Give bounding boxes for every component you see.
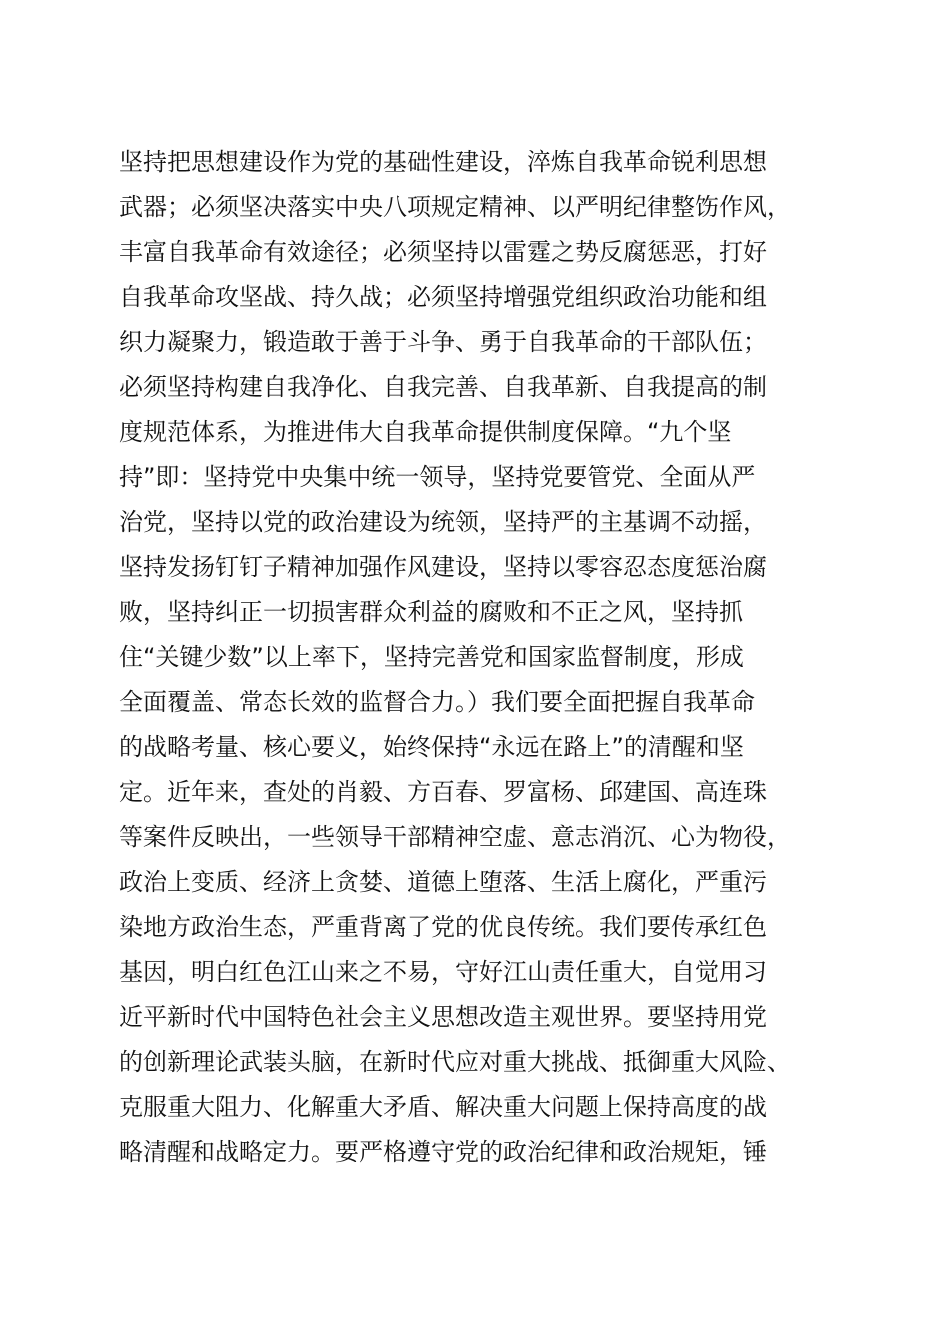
text-line: 近平新时代中国特色社会主义思想改造主观世界。要坚持用党	[119, 1003, 767, 1031]
text-line: 克服重大阻力、化解重大矛盾、解决重大问题上保持高度的战	[119, 1093, 767, 1121]
text-line: 基因，明白红色江山来之不易，守好江山责任重大，自觉用习	[119, 958, 767, 986]
text-line: 坚持把思想建设作为党的基础性建设，淬炼自我革命锐利思想	[119, 148, 767, 176]
text-line: 染地方政治生态，严重背离了党的优良传统。我们要传承红色	[119, 913, 767, 941]
text-line: 败，坚持纠正一切损害群众利益的腐败和不正之风，坚持抓	[119, 598, 743, 626]
text-line: 的战略考量、核心要义，始终保持“永远在路上”的清醒和坚	[119, 733, 744, 761]
text-line: 必须坚持构建自我净化、自我完善、自我革新、自我提高的制	[119, 373, 767, 401]
text-line: 丰富自我革命有效途径；必须坚持以雷霆之势反腐惩恶，打好	[119, 238, 767, 266]
text-line: 住“关键少数”以上率下，坚持完善党和国家监督制度，形成	[119, 643, 744, 671]
text-line: 坚持发扬钉钉子精神加强作风建设，坚持以零容忍态度惩治腐	[119, 553, 767, 581]
body-text	[119, 140, 849, 1175]
text-line: 的创新理论武装头脑，在新时代应对重大挑战、抵御重大风险、	[119, 1048, 791, 1076]
text-line: 定。近年来，查处的肖毅、方百春、罗富杨、邱建国、高连珠	[119, 778, 767, 806]
text-line: 全面覆盖、常态长效的监督合力。）我们要全面把握自我革命	[119, 688, 755, 716]
text-line: 持”即：坚持党中央集中统一领导，坚持党要管党、全面从严	[119, 463, 756, 491]
text-line: 略清醒和战略定力。要严格遵守党的政治纪律和政治规矩，锤	[119, 1138, 767, 1166]
text-line: 度规范体系，为推进伟大自我革命提供制度保障。“九个坚	[119, 418, 732, 446]
text-line: 武器；必须坚决落实中央八项规定精神、以严明纪律整饬作风，	[119, 193, 791, 221]
text-line: 政治上变质、经济上贪婪、道德上堕落、生活上腐化，严重污	[119, 868, 767, 896]
text-line: 治党，坚持以党的政治建设为统领，坚持严的主基调不动摇，	[119, 508, 767, 536]
text-line: 自我革命攻坚战、持久战；必须坚持增强党组织政治功能和组	[119, 283, 767, 311]
text-line: 织力凝聚力，锻造敢于善于斗争、勇于自我革命的干部队伍；	[119, 328, 767, 356]
text-line: 等案件反映出，一些领导干部精神空虚、意志消沉、心为物役，	[119, 823, 791, 851]
